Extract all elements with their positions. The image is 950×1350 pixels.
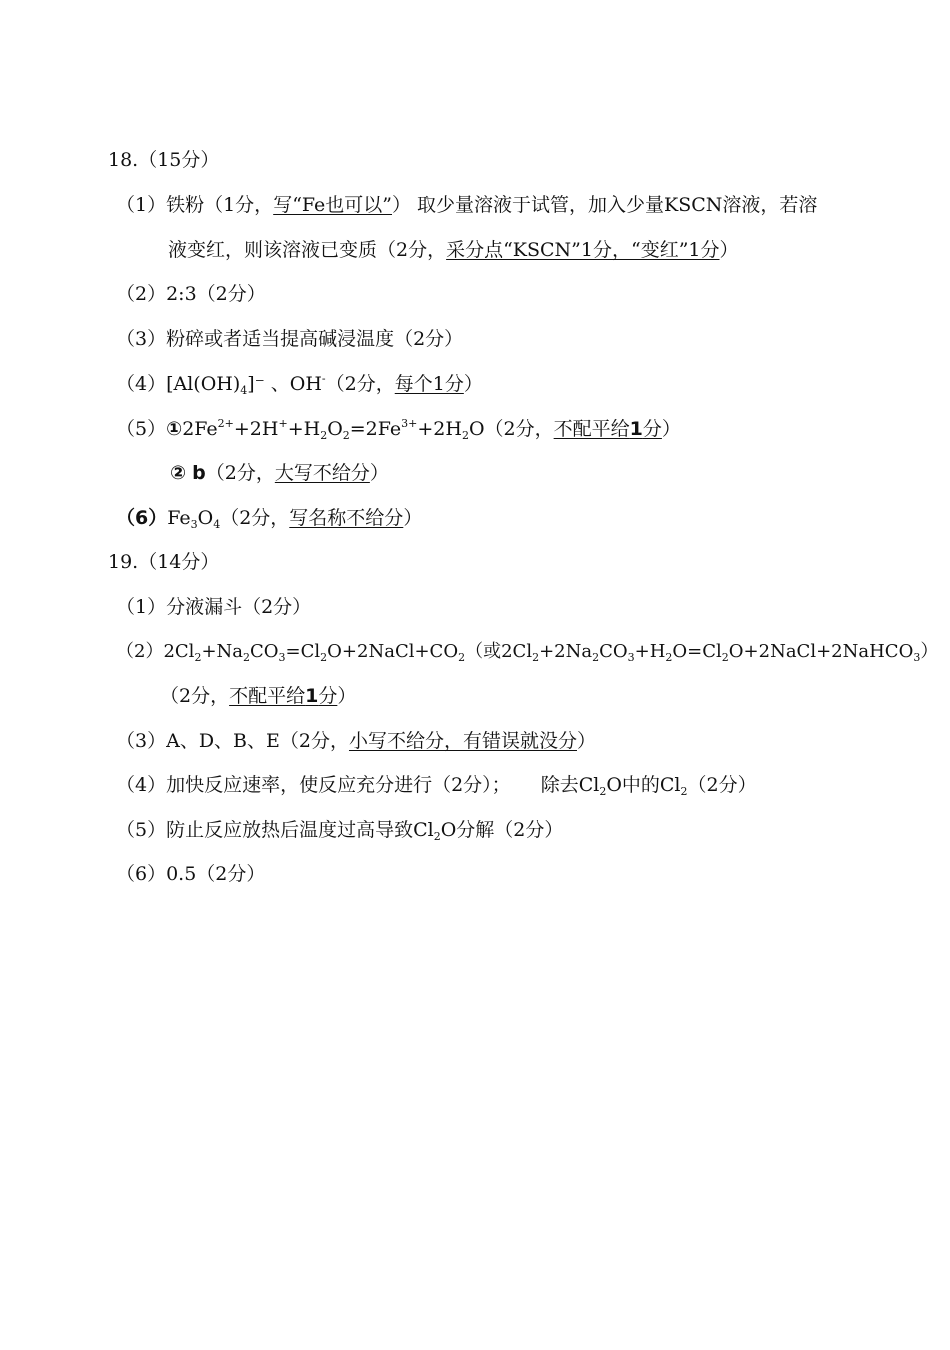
equation-segment: 3 <box>913 651 921 664</box>
q18-part5-line2: ② b（2分，大写不给分） <box>170 462 389 484</box>
q19-part1: （1）分液漏斗（2分） <box>116 596 312 618</box>
q19-part2-line2: （2分，不配平给1分） <box>160 685 357 707</box>
equation-segment: +2Na <box>539 641 593 662</box>
q18-part1-line2: 液变红，则该溶液已变质（2分，采分点“KSCN”1分，“变红”1分） <box>168 239 739 261</box>
equation-segment: （或2Cl <box>465 641 533 662</box>
q18-part3: （3）粉碎或者适当提高碱浸温度（2分） <box>116 328 464 350</box>
equation-segment: +Na <box>201 641 244 662</box>
q19-part4: （4）加快反应速率，使反应充分进行（2分）； 除去$Cl_2O$中的$Cl_2(2$分） <box>116 774 757 798</box>
equation-segment: ） <box>920 641 939 662</box>
q18-part4: $(4)[Al(OH)_4]^-$ 、OH-（2分，每个1分） <box>116 372 483 397</box>
q19-part5: （5）防止反应放热后温度过高导致$Cl_2O$分解（2分） <box>116 819 564 843</box>
equation-segment: O+2NaCl+CO <box>327 641 459 662</box>
equation-segment: CO <box>250 641 279 662</box>
equation-segment: 3 <box>627 651 635 664</box>
equation-segment: 2 <box>320 651 328 664</box>
equation-segment: 2 <box>665 651 673 664</box>
q18-heading: 18.（15分） <box>108 149 220 171</box>
q19-heading: 19.（14分） <box>108 551 220 573</box>
q18-part1-line1: （1）铁粉（1分，写“Fe也可以”） 取少量溶液于试管，加入少量KSCN溶液，若溶 <box>116 194 818 216</box>
equation-segment: 2 <box>194 651 202 664</box>
equation-segment: 2 <box>532 651 540 664</box>
equation-segment: CO <box>599 641 628 662</box>
q19-part3: （3）A、D、B、E（2分，小写不给分，有错误就没分） <box>116 730 597 752</box>
equation-segment: O=Cl <box>672 641 722 662</box>
q18-part5-line1: $(5)①2Fe^{2+}+2H^++H_2O_2=2Fe^{3+}+2H_2O(2$分，不配平给1分） <box>116 417 681 442</box>
equation-segment: 2 <box>243 651 251 664</box>
q19-part6: （6）0.5（2分） <box>116 863 266 885</box>
equation-segment: +H <box>634 641 666 662</box>
equation-segment: 2 <box>592 651 600 664</box>
equation-segment: O+2NaCl+2NaHCO <box>728 641 914 662</box>
equation-segment: =Cl <box>285 641 321 662</box>
equation-segment: 2 <box>458 651 466 664</box>
q19-part2-line1: $(2)2Cl_2+Na_2CO_3=Cl_2O+2NaCl+CO_2$（或$2Cl_2+2Na_2CO_3+H_2O=Cl_2O+2NaCl+2NaHCO_3$） <box>116 641 939 664</box>
equation-segment: 2Cl <box>163 641 195 662</box>
equation-segment: 2 <box>721 651 729 664</box>
equation-segment: 3 <box>278 651 286 664</box>
q19-equation <box>163 641 938 662</box>
q18-part2: （2）2:3（2分） <box>116 283 266 305</box>
q18-part6: $(6)Fe_3O_4(2$分，写名称不给分） <box>116 507 423 531</box>
